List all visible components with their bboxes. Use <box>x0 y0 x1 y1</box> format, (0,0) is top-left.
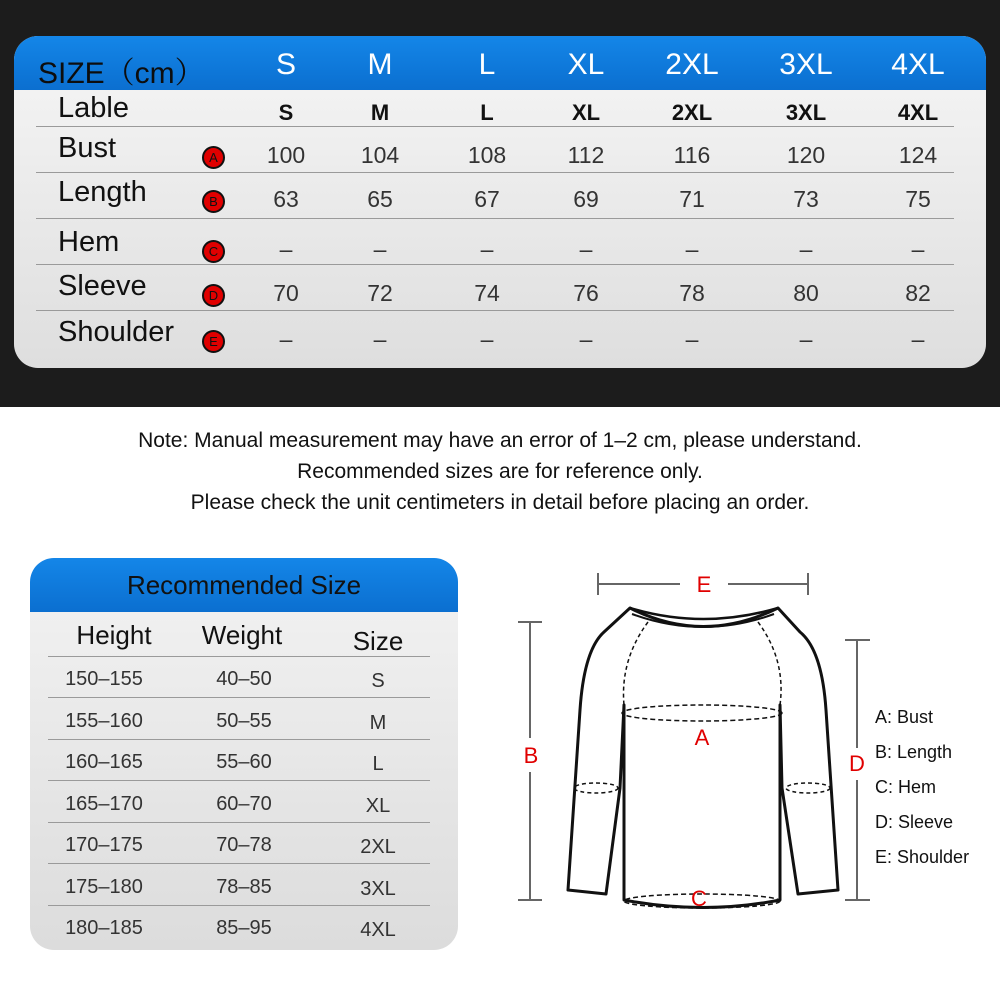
recommended-cell: 150–155 <box>65 668 143 690</box>
size-cell: 73 <box>793 186 819 212</box>
recommended-cell: 3XL <box>360 877 396 900</box>
recommended-cell: 55–60 <box>216 751 272 773</box>
size-cell: – <box>480 326 494 352</box>
recommended-cell: 165–170 <box>65 792 143 815</box>
recommended-cell: 175–180 <box>65 875 143 898</box>
size-cell: 2XL <box>671 100 713 125</box>
row-divider <box>48 780 430 781</box>
size-row-label: Bust <box>58 132 117 164</box>
size-cell: – <box>579 326 593 352</box>
size-header-s: S <box>275 48 296 81</box>
size-cell: S <box>278 100 294 125</box>
size-header-m: M <box>367 48 393 81</box>
recommended-cell: 180–185 <box>65 917 143 939</box>
recommended-cell: 40–50 <box>216 668 272 690</box>
row-divider <box>48 822 430 823</box>
row-divider <box>48 905 430 906</box>
recommended-cell: 60–70 <box>216 792 272 815</box>
note-line: Please check the unit centimeters in detail before placing an order. <box>190 491 810 514</box>
column-size: Size <box>352 626 404 656</box>
note-line: Recommended sizes are for reference only. <box>297 460 703 483</box>
size-cell: – <box>373 236 387 262</box>
recommended-cell: 70–78 <box>216 834 272 856</box>
column-height: Height <box>76 620 152 650</box>
measurement-badge: D <box>202 284 225 307</box>
size-cell: – <box>799 236 813 262</box>
size-cell: 82 <box>905 280 931 306</box>
recommended-cell: 2XL <box>360 836 396 858</box>
size-cell: – <box>685 236 699 262</box>
size-chart-band <box>0 0 1000 407</box>
measurement-legend <box>875 700 969 875</box>
size-row-label: Lable <box>58 92 129 124</box>
size-chart-header <box>14 36 986 90</box>
size-cell: 120 <box>786 142 826 168</box>
letter-d: D <box>849 751 865 776</box>
size-cell: M <box>370 100 390 125</box>
legend-item-hem: C: Hem <box>875 777 937 797</box>
size-cell: – <box>579 236 593 262</box>
row-divider <box>36 310 954 311</box>
letter-b: B <box>523 743 539 768</box>
size-cell: 63 <box>273 186 299 212</box>
row-divider <box>36 172 954 173</box>
size-cell: 65 <box>367 186 393 212</box>
measurement-badge: B <box>202 190 225 213</box>
size-cell: – <box>911 326 925 352</box>
recommended-size-title: Recommended Size <box>126 570 362 600</box>
size-header-3xl: 3XL <box>779 48 833 81</box>
size-header-xl: XL <box>567 48 605 81</box>
row-divider <box>36 264 954 265</box>
size-cell: 78 <box>679 280 705 306</box>
legend-item-shoulder: E: Shoulder <box>875 847 970 867</box>
recommended-cell: 160–165 <box>65 751 143 773</box>
recommended-cell: 155–160 <box>65 709 143 732</box>
size-header-l: L <box>478 48 496 81</box>
size-header-2xl: 2XL <box>665 48 719 81</box>
size-cell: 71 <box>679 186 705 212</box>
size-cell: L <box>480 100 494 125</box>
size-cell: XL <box>571 100 601 125</box>
size-row-label: Shoulder <box>58 316 175 348</box>
legend-item-sleeve: D: Sleeve <box>875 812 954 832</box>
recommended-cell: 78–85 <box>216 875 272 898</box>
size-row-label: Sleeve <box>58 270 147 302</box>
recommended-size-table <box>30 558 458 950</box>
size-cell: 75 <box>905 186 931 212</box>
size-chart-table <box>14 36 986 368</box>
size-cell: 74 <box>474 280 500 306</box>
measurement-diagram <box>500 560 1000 940</box>
row-divider <box>48 656 430 657</box>
size-cell: – <box>911 236 925 262</box>
recommended-size-header <box>30 558 458 612</box>
row-divider <box>48 863 430 864</box>
size-cell: 112 <box>567 142 605 168</box>
size-cell: – <box>799 326 813 352</box>
measurement-badge: E <box>202 330 225 353</box>
recommended-cell: 4XL <box>360 919 396 941</box>
size-cell: 3XL <box>785 100 827 125</box>
size-cell: 67 <box>474 186 500 212</box>
size-cell: 72 <box>367 280 393 306</box>
recommended-cell: 85–95 <box>216 917 272 939</box>
column-weight: Weight <box>201 620 283 650</box>
row-divider <box>48 697 430 698</box>
letter-e: E <box>696 572 712 597</box>
measurement-notes <box>0 425 1000 518</box>
size-cell: – <box>279 326 293 352</box>
size-cell: 69 <box>573 186 599 212</box>
measurement-badge: C <box>202 240 225 263</box>
size-header-4xl: 4XL <box>891 48 945 81</box>
recommended-cell: L <box>372 753 384 775</box>
size-row-label: Hem <box>58 226 120 258</box>
row-divider <box>36 218 954 219</box>
size-cell: 100 <box>266 142 306 168</box>
letter-c: C <box>691 886 707 911</box>
size-cell: 116 <box>673 142 711 168</box>
size-cell: 76 <box>573 280 599 306</box>
size-row-label: Length <box>58 176 147 208</box>
recommended-cell: XL <box>365 794 391 817</box>
size-cell: – <box>279 236 293 262</box>
size-cell: – <box>685 326 699 352</box>
measurement-badge: A <box>202 146 225 169</box>
legend-item-bust: A: Bust <box>875 707 934 727</box>
recommended-cell: M <box>369 711 387 734</box>
size-cell: – <box>373 326 387 352</box>
letter-a: A <box>694 725 710 750</box>
row-divider <box>36 126 954 127</box>
row-divider <box>48 739 430 740</box>
size-cell: 70 <box>273 280 299 306</box>
recommended-cell: S <box>371 670 385 692</box>
size-cell: 80 <box>793 280 819 306</box>
note-line: Note: Manual measurement may have an error of 1–2 cm, please understand. <box>138 429 862 452</box>
recommended-cell: 170–175 <box>65 834 143 856</box>
size-cell: 124 <box>898 142 938 168</box>
size-cell: 4XL <box>897 100 939 125</box>
recommended-cell: 50–55 <box>216 709 272 732</box>
size-header-label: SIZE（cm） <box>38 57 205 90</box>
legend-item-length: B: Length <box>875 742 953 762</box>
size-cell: 108 <box>467 142 507 168</box>
size-cell: – <box>480 236 494 262</box>
size-cell: 104 <box>360 142 400 168</box>
